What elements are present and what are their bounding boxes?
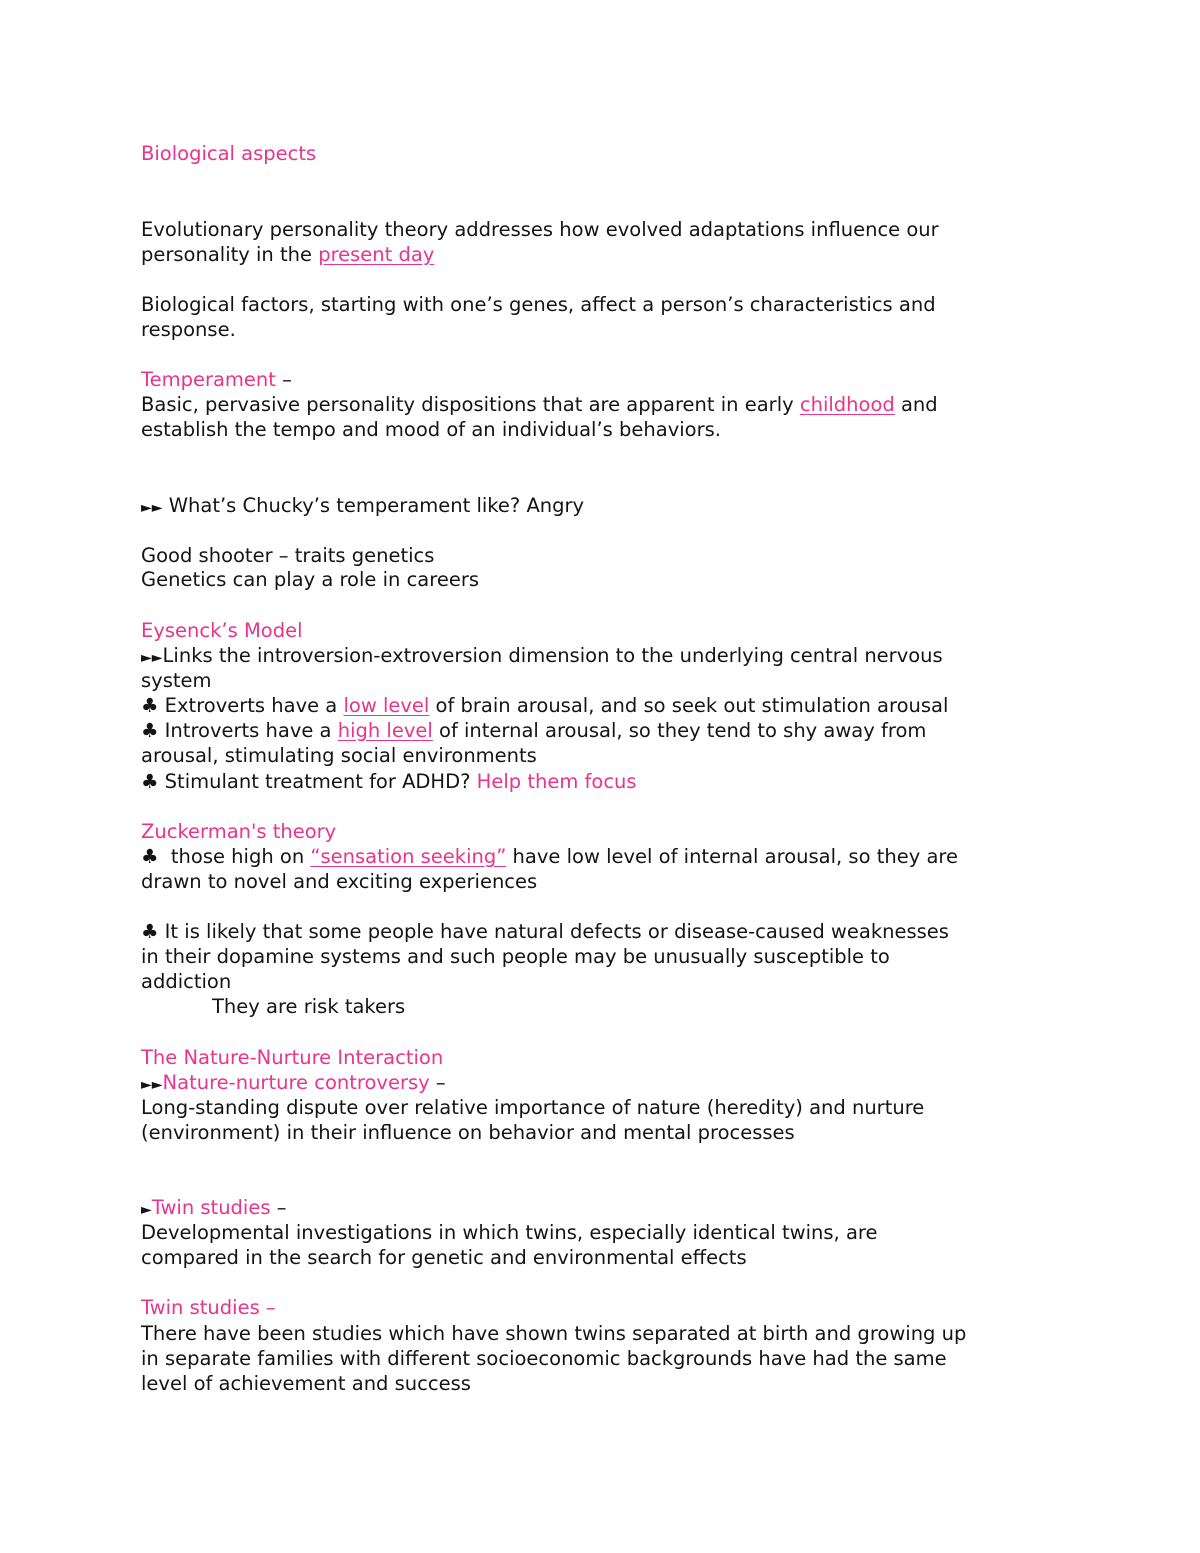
twin-studies-line-3: level of achievement and success [141,1372,471,1395]
twin-def-line-1: Developmental investigations in which twins, especially identical twins, are [141,1221,878,1244]
zuckerman-bullet-1-end: have low level of internal arousal, so they are [506,845,958,868]
temperament-dash: – [275,368,292,391]
temperament-def-text: Basic, pervasive personality dispositions that are apparent in early [141,393,800,416]
club-bullet-icon: ♣ [141,694,159,717]
twin-def-line-2: compared in the search for genetic and environmental effects [141,1246,747,1269]
zuckerman-risk-takers: They are risk takers [212,995,406,1018]
eysenck-bullet-2-end: of internal arousal, so they tend to shy away from [432,719,927,742]
eysenck-bullet-2-text: Introverts have a [158,719,338,742]
double-arrow-icon: ►► [141,500,163,516]
link-sensation-seeking[interactable]: “sensation seeking” [310,845,507,868]
temperament-def-line-2: establish the tempo and mood of an individual’s behaviors. [141,418,721,441]
temperament-def-line-1 [141,392,938,417]
arrow-icon: ► [141,1202,152,1218]
club-bullet-icon: ♣ [141,920,159,943]
nature-term-line [141,1070,446,1098]
evo-text: personality in the [141,243,319,266]
nature-dash: – [429,1071,446,1094]
shooter-line-1: Good shooter – traits genetics [141,544,435,567]
double-arrow-icon: ►► [141,650,163,666]
twin-term: Twin studies [151,1196,271,1219]
nature-def-line-2: (environment) in their influence on behavior and mental processes [141,1121,795,1144]
temperament-def-end: and [894,393,938,416]
eysenck-text: Links the introversion-extroversion dimension to the underlying central nervous [162,644,943,667]
eysenck-bullet-1-end: of brain arousal, and so seek out stimulation arousal [429,694,949,717]
link-high-level[interactable]: high level [337,719,433,742]
twin-term-line [141,1195,286,1223]
shooter-line-2: Genetics can play a role in careers [141,568,480,591]
eysenck-line-1 [141,643,943,671]
eysenck-bullet-2-cont: arousal, stimulating social environments [141,744,537,767]
twin-studies-heading: Twin studies – [141,1296,276,1319]
zuckerman-bullet-2 [141,919,949,944]
link-present-day[interactable]: present day [318,243,435,266]
club-bullet-icon: ♣ [141,845,159,868]
twin-studies-line-2: in separate families with different socioeconomic backgrounds have had the same [141,1347,947,1370]
club-bullet-icon: ♣ [141,770,159,793]
link-low-level[interactable]: low level [343,694,430,717]
temperament-term-line [141,367,292,392]
double-arrow-icon: ►► [141,1077,163,1093]
nature-term: Nature-nurture controversy [162,1071,430,1094]
evo-line-2 [141,242,434,267]
twin-studies-line-1: There have been studies which have shown twins separated at birth and growing up [141,1322,967,1345]
eysenck-heading: Eysenck’s Model [141,619,303,642]
temperament-term: Temperament [141,368,276,391]
eysenck-bullet-2 [141,718,926,743]
nature-nurture-heading: The Nature-Nurture Interaction [141,1046,444,1069]
chucky-text: What’s Chucky’s temperament like? Angry [162,494,585,517]
club-bullet-icon: ♣ [141,719,159,742]
zuckerman-bullet-2-text: It is likely that some people have natural defects or disease-caused weaknesses [158,920,949,943]
zuckerman-heading: Zuckerman's theory [141,820,337,843]
eysenck-bullet-3-text: Stimulant treatment for ADHD? [158,770,477,793]
section-heading-biological-aspects: Biological aspects [141,142,317,165]
eysenck-bullet-3 [141,769,637,794]
nature-def-line-1: Long-standing dispute over relative importance of nature (heredity) and nurture [141,1096,925,1119]
zuckerman-bullet-1 [141,844,958,869]
zuckerman-bullet-1-cont: drawn to novel and exciting experiences [141,870,538,893]
zuckerman-bullet-2-cont-2: addiction [141,970,232,993]
evo-line-1: Evolutionary personality theory addresses how evolved adaptations influence our [141,218,939,241]
chucky-line [141,493,584,521]
zuckerman-bullet-1-text: those high on [158,845,311,868]
eysenck-bullet-1 [141,693,948,718]
help-them-focus: Help them focus [476,770,637,793]
twin-dash: – [270,1196,287,1219]
bio-line-2: response. [141,318,236,341]
zuckerman-bullet-2-cont-1: in their dopamine systems and such people may be unusually susceptible to [141,945,890,968]
eysenck-bullet-1-text: Extroverts have a [158,694,344,717]
link-childhood[interactable]: childhood [799,393,895,416]
bio-line-1: Biological factors, starting with one’s genes, affect a person’s characteristics and [141,293,936,316]
eysenck-line-2: system [141,669,212,692]
